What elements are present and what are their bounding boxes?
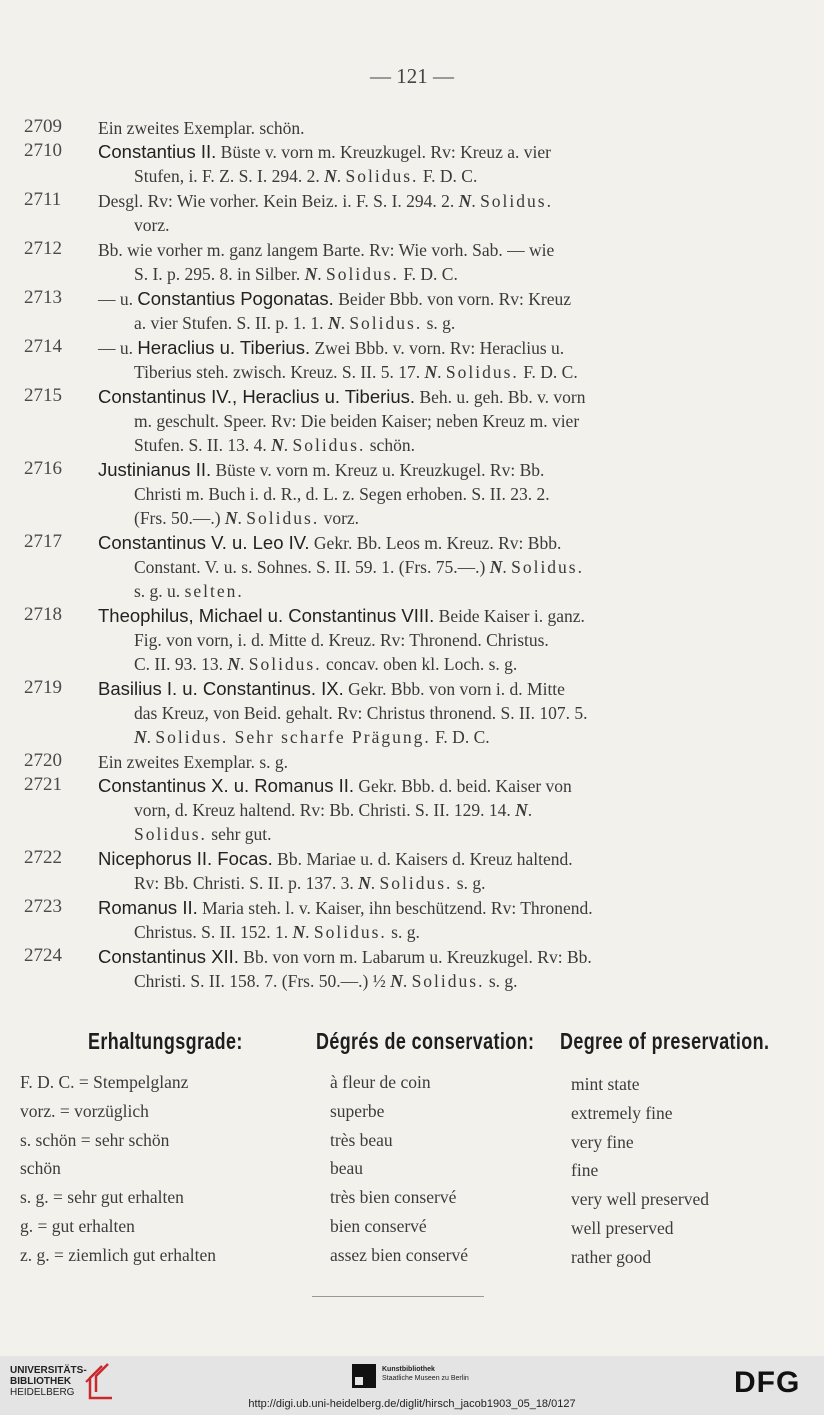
entry-text: Ein zweites Exemplar. schön. bbox=[98, 118, 305, 138]
entry-line bbox=[98, 385, 774, 409]
grade-french: très beau bbox=[330, 1129, 393, 1150]
entry-text: Solidus. bbox=[313, 922, 387, 943]
grade-french: à fleur de coin bbox=[330, 1072, 431, 1092]
entry-line bbox=[98, 311, 774, 335]
entry-text: vorn, d. Kreuz haltend. Rv: Bb. Christi. S. II. 129. 14. bbox=[134, 800, 516, 821]
entry-description bbox=[98, 116, 774, 140]
entry-text: . bbox=[527, 800, 533, 821]
entry-text: Bb. von vorn m. Labarum u. Kreuzkugel. Rv: Bb. bbox=[238, 947, 592, 967]
entry-description bbox=[98, 140, 774, 188]
gold-symbol: N bbox=[227, 654, 240, 675]
dfg-logo: DFG bbox=[734, 1366, 801, 1399]
entry-line bbox=[98, 945, 774, 969]
grade-french: bien conservé bbox=[330, 1215, 427, 1236]
entry-number: 2718 bbox=[24, 604, 62, 625]
entry-text: Ein zweites Exemplar. s. g. bbox=[98, 752, 289, 772]
ruler-name: Theophilus, Michael u. Constantinus VIII. bbox=[98, 605, 435, 626]
entry-text: Solidus. bbox=[349, 313, 423, 334]
entry-number: 2723 bbox=[24, 896, 62, 917]
entry-text: . bbox=[437, 362, 446, 383]
entry-line bbox=[98, 287, 774, 311]
entry-text: — u. bbox=[98, 338, 138, 358]
entry-text: concav. oben kl. Loch. s. g. bbox=[321, 654, 518, 675]
ruler-name: Constantius II. bbox=[98, 141, 217, 162]
entry-number: 2710 bbox=[24, 140, 62, 161]
entry-line bbox=[98, 920, 774, 944]
entry-line bbox=[98, 555, 774, 579]
entry-text: . bbox=[237, 508, 247, 529]
gold-symbol: N bbox=[515, 800, 528, 821]
entry-text: . bbox=[317, 264, 327, 285]
grade-german: schön bbox=[20, 1158, 61, 1179]
grade-french: beau bbox=[330, 1158, 364, 1179]
kunstbibliothek-name: Kunstbibliothek Staatliche Museen zu Berlin bbox=[382, 1366, 469, 1382]
entry-text: sehr gut. bbox=[206, 824, 272, 845]
entry-line bbox=[98, 262, 774, 286]
entry-description bbox=[98, 458, 774, 531]
grade-french: superbe bbox=[330, 1100, 385, 1121]
grade-english: rather good bbox=[571, 1246, 652, 1267]
entry-number: 2722 bbox=[24, 847, 62, 868]
entry-text: Solidus. bbox=[511, 557, 584, 578]
gold-symbol: N bbox=[324, 166, 337, 187]
entry-line bbox=[98, 164, 774, 188]
entry-text: Tiberius steh. zwisch. Kreuz. S. II. 5. 17. bbox=[134, 362, 425, 383]
entry-text: Constant. V. u. s. Sohnes. S. II. 59. 1. (Frs. 75.—.) bbox=[134, 557, 490, 578]
grade-german: z. g. = ziemlich gut erhalten bbox=[20, 1244, 216, 1265]
entry-text: Stufen, i. F. Z. S. I. 294. 2. bbox=[134, 166, 325, 187]
ruler-name: Justinianus II. bbox=[98, 459, 212, 480]
entry-text: vorz. bbox=[319, 508, 360, 529]
entry-text: . bbox=[402, 971, 412, 992]
entry-number: 2716 bbox=[24, 458, 62, 479]
entry-description bbox=[98, 750, 774, 774]
gold-symbol: N bbox=[424, 362, 438, 383]
entry-text: Solidus. bbox=[379, 873, 453, 894]
entry-line bbox=[98, 750, 774, 774]
entry-line bbox=[98, 725, 774, 749]
entry-description bbox=[98, 531, 774, 604]
entry-text: F. D. C. bbox=[430, 727, 490, 748]
entry-text: selten. bbox=[184, 581, 244, 602]
entry-line bbox=[98, 628, 774, 652]
entry-text: C. II. 93. 13. bbox=[134, 654, 228, 675]
heading-german: Erhaltungsgrade: bbox=[88, 1028, 243, 1054]
entry-text: — u. bbox=[98, 289, 138, 309]
entry-text: Solidus. bbox=[248, 654, 322, 675]
entry-text: Fig. von vorn, i. d. Mitte d. Kreuz. Rv: Thronend. Christus. bbox=[134, 630, 549, 651]
entry-line bbox=[98, 458, 774, 482]
entry-line bbox=[98, 140, 774, 164]
entry-text: S. I. p. 295. 8. in Silber. bbox=[134, 264, 305, 285]
entry-description bbox=[98, 847, 774, 895]
entry-line bbox=[98, 871, 774, 895]
entry-text: (Frs. 50.—.) bbox=[134, 508, 225, 529]
entry-text: Gekr. Bbb. von vorn i. d. Mitte bbox=[343, 679, 565, 699]
entry-text: Gekr. Bbb. d. beid. Kaiser von bbox=[354, 776, 572, 796]
entry-line bbox=[98, 798, 774, 822]
grade-english: very well preserved bbox=[571, 1189, 709, 1210]
entry-text: Zwei Bbb. v. vorn. Rv: Heraclius u. bbox=[310, 338, 565, 358]
entry-text: Solidus. bbox=[411, 971, 485, 992]
entry-text: s. g. bbox=[386, 922, 420, 943]
entry-text: Christus. S. II. 152. 1. bbox=[134, 922, 293, 943]
entry-line bbox=[98, 238, 774, 262]
entry-text: F. D. C. bbox=[398, 264, 458, 285]
entry-text: Solidus. Sehr scharfe Prägung. bbox=[155, 727, 431, 748]
entry-number: 2714 bbox=[24, 336, 62, 357]
entry-line bbox=[98, 482, 774, 506]
entry-text: m. geschult. Speer. Rv: Die beiden Kaiser; neben Kreuz m. vier bbox=[134, 411, 580, 432]
entry-text: s. g. bbox=[422, 313, 456, 334]
entry-text: s. g. bbox=[452, 873, 486, 894]
entry-text: Beider Bbb. von vorn. Rv: Kreuz bbox=[333, 289, 571, 309]
ruler-name: Constantinus IV., Heraclius u. Tiberius. bbox=[98, 386, 416, 407]
entry-description bbox=[98, 677, 774, 750]
entry-line bbox=[98, 336, 774, 360]
heading-english: Degree of preservation. bbox=[560, 1028, 770, 1054]
entry-line bbox=[98, 822, 774, 846]
entry-line bbox=[98, 604, 774, 628]
entry-text: Bb. Mariae u. d. Kaisers d. Kreuz haltend. bbox=[272, 849, 573, 869]
entry-text: Büste v. vorn m. Kreuzkugel. Rv: Kreuz a. vier bbox=[216, 142, 551, 162]
gold-symbol: N bbox=[390, 971, 403, 992]
entry-text: Solidus. bbox=[246, 508, 320, 529]
ruler-name: Basilius I. u. Constantinus. IX. bbox=[98, 678, 344, 699]
university-library-name: UNIVERSITÄTS- BIBLIOTHEK HEIDELBERG bbox=[10, 1365, 87, 1398]
gold-symbol: N bbox=[358, 873, 371, 894]
gold-symbol: N bbox=[458, 191, 472, 211]
entry-text: Desgl. Rv: Wie vorher. Kein Beiz. i. F. S. I. 294. 2. bbox=[98, 191, 459, 211]
grade-french: assez bien conservé bbox=[330, 1244, 468, 1265]
entry-description bbox=[98, 336, 774, 384]
entry-number: 2724 bbox=[24, 945, 62, 966]
entry-text: schön. bbox=[365, 435, 415, 456]
gold-symbol: N bbox=[304, 264, 318, 285]
entry-text: . bbox=[146, 727, 156, 748]
entry-text: Beide Kaiser i. ganz. bbox=[434, 606, 585, 626]
entry-line bbox=[98, 969, 774, 993]
entry-text: Solidus. bbox=[134, 824, 207, 845]
entry-line bbox=[98, 189, 774, 213]
ruler-name: Romanus II. bbox=[98, 897, 198, 918]
entry-number: 2719 bbox=[24, 677, 62, 698]
university-logo-icon bbox=[82, 1362, 116, 1402]
entry-number: 2711 bbox=[24, 189, 62, 210]
entry-text: Stufen. S. II. 13. 4. bbox=[134, 435, 272, 456]
entry-text: . bbox=[239, 654, 249, 675]
entry-text: a. vier Stufen. S. II. p. 1. 1. bbox=[134, 313, 328, 334]
grade-english: extremely fine bbox=[571, 1102, 673, 1123]
entry-number: 2709 bbox=[24, 116, 62, 137]
entry-line bbox=[98, 652, 774, 676]
heading-french: Dégrés de conservation: bbox=[316, 1028, 535, 1054]
entry-number: 2713 bbox=[24, 287, 62, 308]
grade-german: g. = gut erhalten bbox=[20, 1215, 135, 1236]
entry-number: 2715 bbox=[24, 385, 62, 406]
entry-text: Rv: Bb. Christi. S. II. p. 137. 3. bbox=[134, 873, 359, 894]
ruler-name: Constantinus XII. bbox=[98, 946, 239, 967]
entry-line bbox=[98, 701, 774, 725]
entry-text: Solidus. bbox=[345, 166, 419, 187]
entry-line bbox=[98, 213, 774, 237]
grade-german: F. D. C. = Stempelglanz bbox=[20, 1072, 189, 1092]
entry-text: vorz. bbox=[134, 215, 170, 236]
grade-german: s. schön = sehr schön bbox=[20, 1129, 170, 1150]
grade-german: vorz. = vorzüglich bbox=[20, 1100, 149, 1121]
ruler-name: Constantinus X. u. Romanus II. bbox=[98, 775, 355, 796]
entry-line bbox=[98, 433, 774, 457]
footer-bar bbox=[0, 1356, 824, 1415]
gold-symbol: N bbox=[489, 557, 503, 578]
entry-description bbox=[98, 945, 774, 993]
entry-number: 2712 bbox=[24, 238, 62, 259]
entry-text: F. D. C. bbox=[418, 166, 478, 187]
ruler-name: Heraclius u. Tiberius. bbox=[137, 337, 311, 358]
grade-german: s. g. = sehr gut erhalten bbox=[20, 1187, 184, 1208]
entry-description bbox=[98, 238, 774, 286]
entry-text: Solidus. bbox=[292, 435, 366, 456]
entry-text: Christi m. Buch i. d. R., d. L. z. Segen erhoben. S. II. 23. 2. bbox=[134, 484, 550, 505]
entry-line bbox=[98, 774, 774, 798]
entry-text: F. D. C. bbox=[518, 362, 578, 383]
column-english bbox=[571, 1070, 709, 1272]
entry-number: 2720 bbox=[24, 750, 62, 771]
entry-line bbox=[98, 506, 774, 530]
entry-line bbox=[98, 531, 774, 555]
page-number: — 121 — bbox=[370, 64, 454, 88]
entry-number: 2721 bbox=[24, 774, 62, 795]
entry-text: Solidus. bbox=[326, 264, 399, 285]
entry-text: Bb. wie vorher m. ganz langem Barte. Rv: Wie vorh. Sab. — wie bbox=[98, 240, 555, 260]
entry-description bbox=[98, 774, 774, 847]
grade-english: mint state bbox=[571, 1074, 640, 1094]
entry-number: 2717 bbox=[24, 531, 62, 552]
entry-text: . bbox=[336, 166, 346, 187]
ruler-name: Constantius Pogonatas. bbox=[137, 288, 334, 309]
entry-text: . bbox=[502, 557, 512, 578]
column-german bbox=[20, 1068, 216, 1270]
entry-text: Solidus. bbox=[480, 191, 553, 211]
grade-english: very fine bbox=[571, 1131, 634, 1152]
grade-english: fine bbox=[571, 1160, 599, 1181]
gold-symbol: N bbox=[292, 922, 306, 943]
entry-line bbox=[98, 116, 774, 140]
column-french bbox=[330, 1068, 468, 1270]
entry-text: . bbox=[283, 435, 293, 456]
entry-text: Beh. u. geh. Bb. v. vorn bbox=[415, 387, 586, 407]
entry-text: Christi. S. II. 158. 7. (Frs. 50.—.) ½ bbox=[134, 971, 391, 992]
entry-description bbox=[98, 604, 774, 677]
entry-text: s. g. bbox=[484, 971, 518, 992]
grade-french: très bien conservé bbox=[330, 1187, 457, 1208]
entry-description bbox=[98, 189, 774, 237]
entry-line bbox=[98, 579, 774, 603]
entry-description bbox=[98, 385, 774, 458]
entry-text: . bbox=[471, 191, 481, 211]
grade-english: well preserved bbox=[571, 1217, 674, 1238]
entry-line bbox=[98, 847, 774, 871]
entry-text: Solidus. bbox=[445, 362, 519, 383]
entry-text: . bbox=[340, 313, 350, 334]
entry-line bbox=[98, 409, 774, 433]
ruler-name: Nicephorus II. Focas. bbox=[98, 848, 273, 869]
entry-text: . bbox=[305, 922, 314, 943]
entry-line bbox=[98, 677, 774, 701]
horizontal-rule bbox=[312, 1296, 484, 1297]
entry-text: Büste v. vorn m. Kreuz u. Kreuzkugel. Rv: Bb. bbox=[211, 460, 545, 480]
entry-description bbox=[98, 287, 774, 335]
kunstbibliothek-logo-icon bbox=[352, 1364, 376, 1388]
gold-symbol: N bbox=[224, 508, 238, 529]
gold-symbol: N bbox=[271, 435, 284, 456]
entry-line bbox=[98, 896, 774, 920]
ruler-name: Constantinus V. u. Leo IV. bbox=[98, 532, 310, 553]
gold-symbol: N bbox=[134, 727, 147, 748]
gold-symbol: N bbox=[327, 313, 341, 334]
source-url[interactable]: http://digi.ub.uni-heidelberg.de/diglit/hirsch_jacob1903_05_18/0127 bbox=[248, 1398, 576, 1410]
entry-text: Maria steh. l. v. Kaiser, ihn beschützend. Rv: Thronend. bbox=[197, 898, 593, 918]
entry-text: s. g. u. bbox=[134, 581, 185, 602]
entry-line bbox=[98, 360, 774, 384]
entry-text: das Kreuz, von Beid. gehalt. Rv: Christus thronend. S. II. 107. 5. bbox=[134, 703, 588, 724]
entry-text: Gekr. Bb. Leos m. Kreuz. Rv: Bbb. bbox=[309, 533, 562, 553]
entry-description bbox=[98, 896, 774, 944]
entry-text: . bbox=[370, 873, 380, 894]
